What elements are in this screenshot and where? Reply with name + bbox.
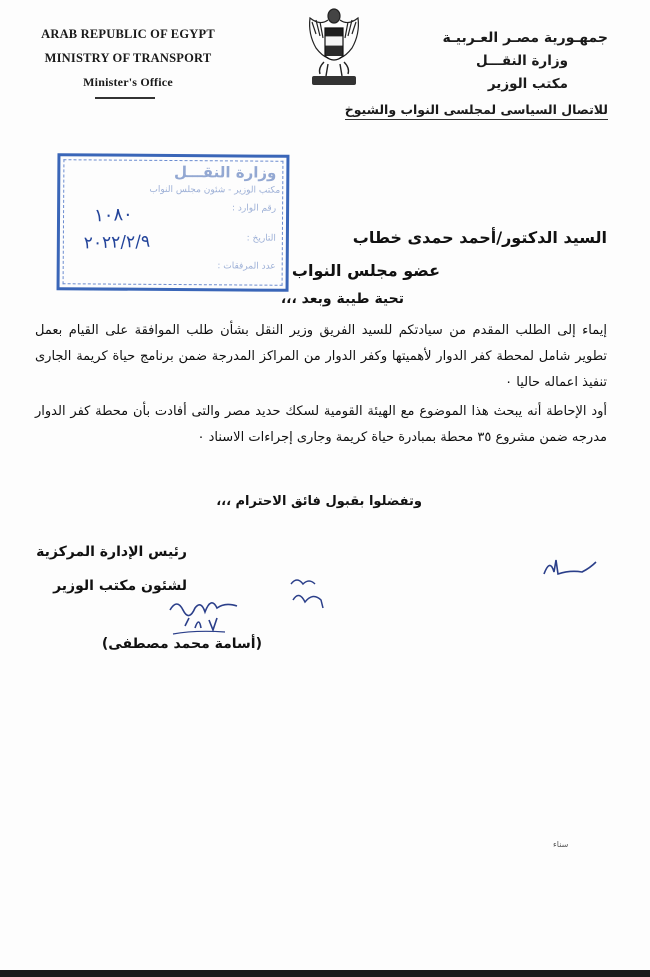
stamp-attachments-label: عدد المرفقات : xyxy=(217,261,276,272)
letterhead-country-en: ARAB REPUBLIC OF EGYPT xyxy=(41,27,215,41)
signature-title-line-1: رئيس الإدارة المركزية xyxy=(36,544,187,560)
letterhead-office-ar: مكتب الوزير xyxy=(487,76,568,92)
closing-salutation: وتفضلوا بقبول فائق الاحترام ،،، xyxy=(216,494,422,509)
letterhead-divider xyxy=(95,97,155,99)
stamp-subtitle: مكتب الوزير - شئون مجلس النواب xyxy=(149,184,281,196)
letterhead-ministry-en: MINISTRY OF TRANSPORT xyxy=(44,51,212,65)
handwritten-mark-icon xyxy=(540,552,600,582)
stamp-incoming-date: ٢٠٢٢/٢/٩ xyxy=(83,231,151,254)
stamp-number-label: رقم الوارد : xyxy=(231,203,277,214)
recipient-title: عضو مجلس النواب xyxy=(291,261,440,280)
typist-code: سناء xyxy=(553,840,569,849)
letterhead-country-ar: جمهـورية مصـر العـربيـة xyxy=(442,30,608,46)
handwritten-initials-icon xyxy=(285,572,330,617)
signatory-name: (أسامة محمد مصطفى) xyxy=(101,636,262,652)
incoming-mail-stamp xyxy=(57,153,290,292)
english-letterhead xyxy=(18,22,238,94)
letterhead-office-en: Minister's Office xyxy=(83,75,173,89)
stamp-title: وزارة النقـــل xyxy=(174,163,277,182)
stamp-date-label: التاريخ : xyxy=(246,233,276,244)
stamp-incoming-number: ١٠٨٠ xyxy=(93,203,134,227)
body-paragraph-1: إيماء إلى الطلب المقدم من سيادتكم للسيد الفريق وزير النقل بشأن طلب الموافقة على القيام بعمل تطوير شامل لمحطة كفر الدوار لأهميتها وكفر الدوار من المراكز المدرجة ضمن برنامج حياة كريمة الجارى تنفيذ اعماله حاليا ٠ xyxy=(35,323,607,390)
handwritten-signature-icon xyxy=(165,590,245,640)
greeting: تحية طيبة وبعد ،،، xyxy=(280,291,404,307)
letterhead-department-ar: للاتصال السياسى لمجلسى النواب والشيوخ xyxy=(345,102,608,120)
bottom-edge xyxy=(0,970,650,977)
signature-title-line-2: لشئون مكتب الوزير xyxy=(53,578,187,594)
arabic-letterhead xyxy=(344,26,608,117)
letterhead-ministry-ar: وزارة النقـــل xyxy=(475,53,568,69)
recipient-name: السيد الدكتور/أحمد حمدى خطاب xyxy=(352,228,607,247)
body-paragraph-2: أود الإحاطة أنه يبحث هذا الموضوع مع الهيئة القومية لسكك حديد مصر والتى أفادت بأن محطة كفر الدوار مدرجه ضمن مشروع ٣٥ محطة بمبادرة حياة كريمة وجارى إجراءات الاسناد ٠ xyxy=(35,404,607,445)
